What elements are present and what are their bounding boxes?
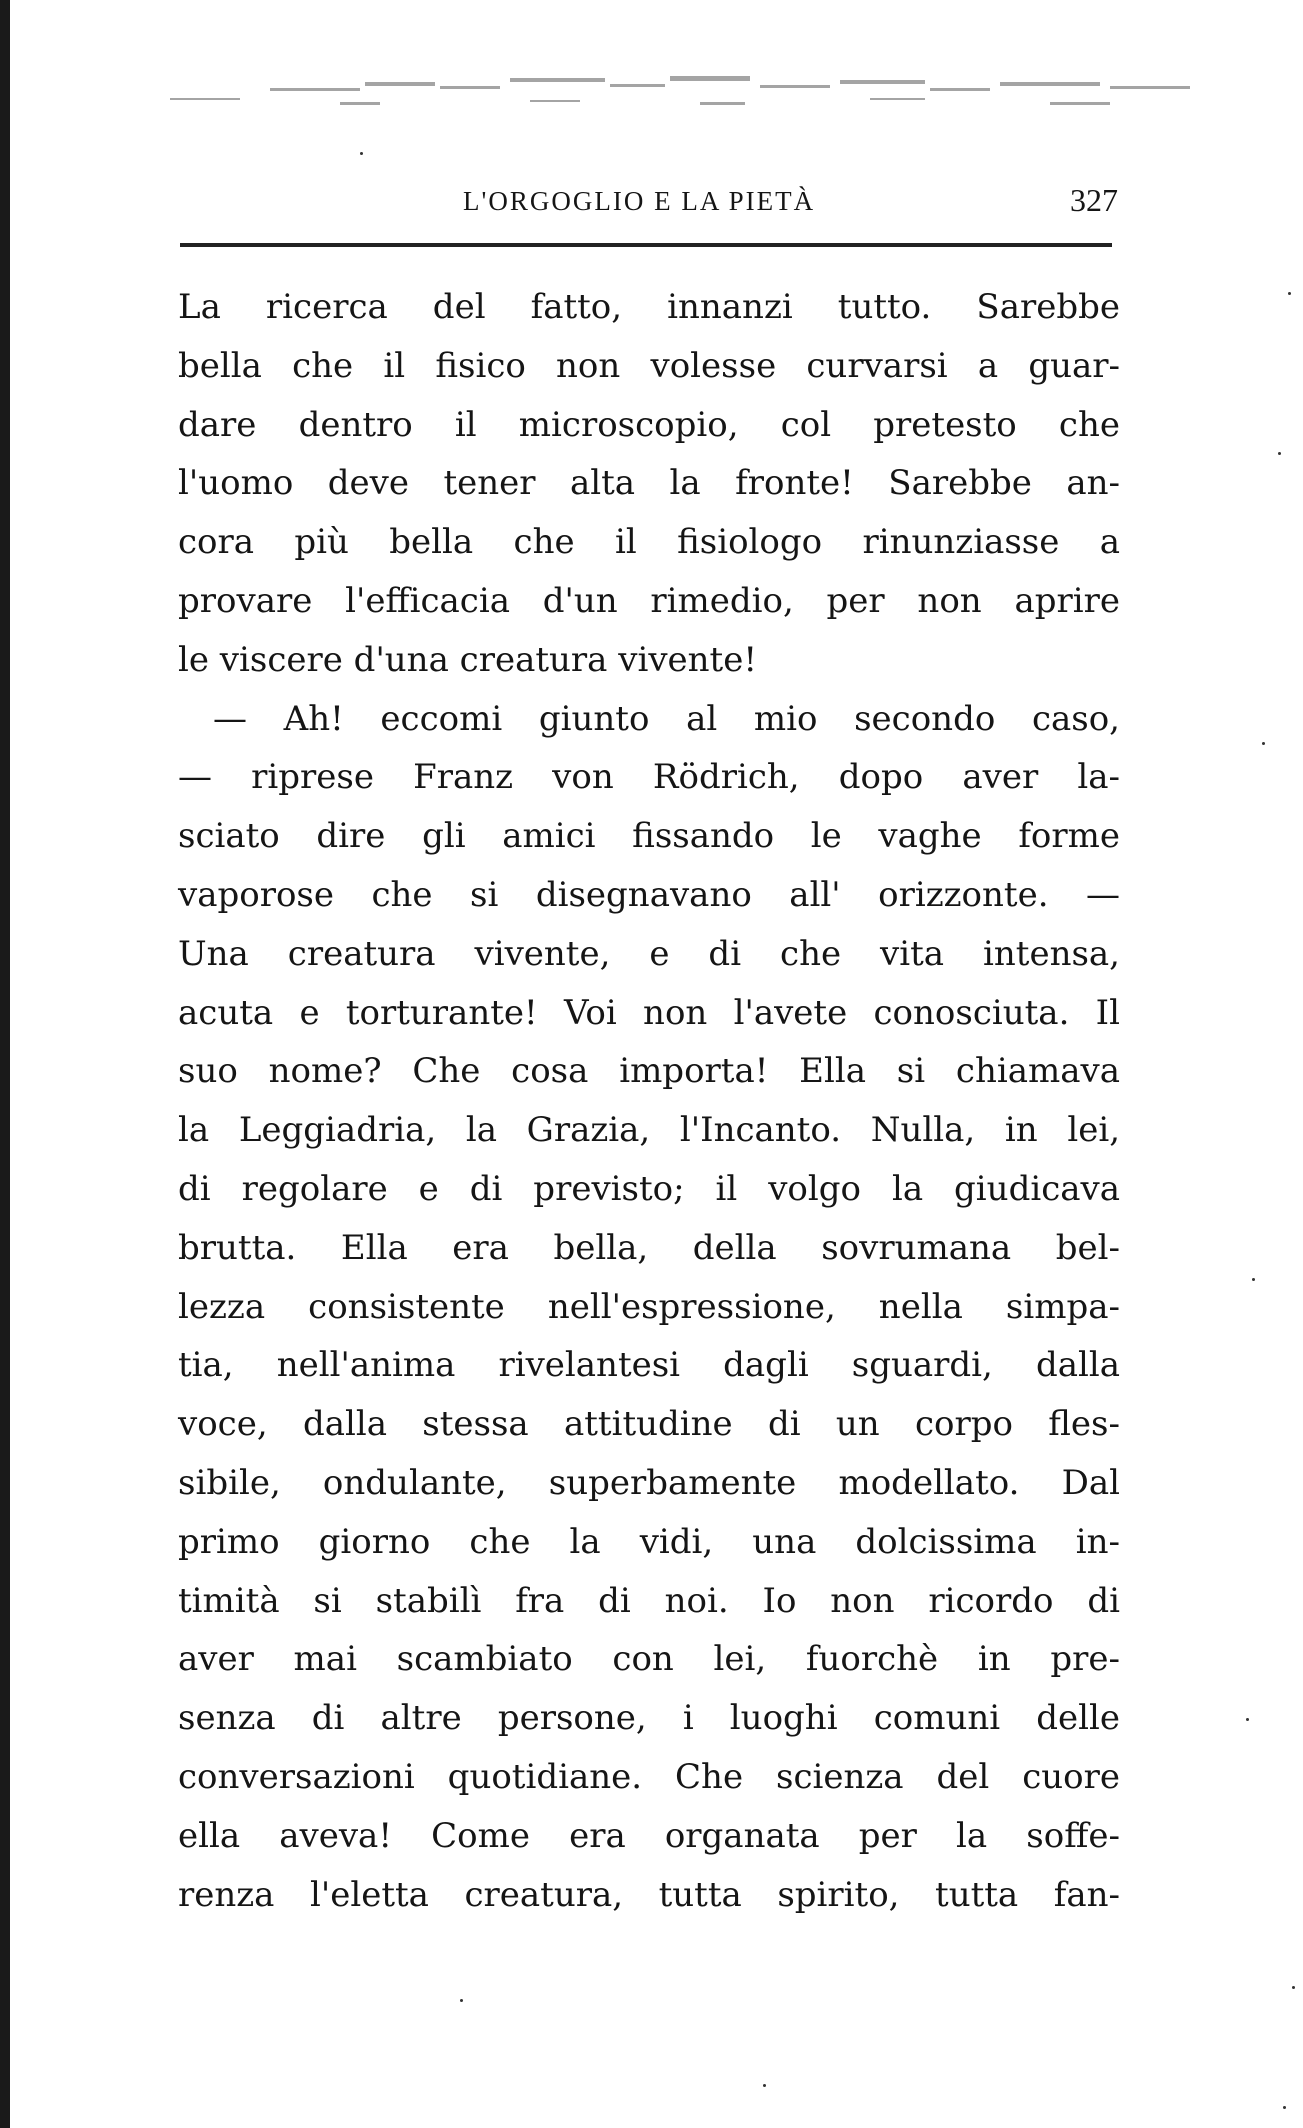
text-line: Una creatura vivente, e di che vita intensa, bbox=[178, 933, 1120, 974]
paper-speck bbox=[360, 152, 363, 155]
paper-speck bbox=[763, 2084, 766, 2087]
text-line: La ricerca del fatto, innanzi tutto. Sarebbe bbox=[178, 287, 1120, 327]
text-line: la Leggiadria, la Grazia, l'Incanto. Nulla, in lei, bbox=[178, 1110, 1120, 1151]
bleed-through-noise bbox=[110, 58, 1240, 138]
text-line: provare l'efficacia d'un rimedio, per non aprire bbox=[178, 580, 1120, 621]
page-header bbox=[178, 178, 1118, 228]
text-line: — Ah! eccomi giunto al mio secondo caso, bbox=[213, 698, 1120, 739]
text-line: le viscere d'una creatura vivente! bbox=[178, 639, 757, 680]
text-line: cora più bella che il fisiologo rinunziasse a bbox=[178, 522, 1120, 563]
paper-speck bbox=[1278, 452, 1281, 455]
body-text bbox=[178, 278, 1120, 1924]
text-line: — riprese Franz von Rödrich, dopo aver la- bbox=[178, 757, 1120, 798]
paper-speck bbox=[1252, 1278, 1255, 1281]
text-line: vaporose che si disegnavano all' orizzonte. — bbox=[178, 874, 1120, 915]
text-line: voce, dalla stessa attitudine di un corpo fles- bbox=[178, 1404, 1120, 1445]
text-line: lezza consistente nell'espressione, nella simpa- bbox=[178, 1286, 1120, 1327]
text-line: aver mai scambiato con lei, fuorchè in pre- bbox=[178, 1639, 1120, 1680]
paper-speck bbox=[1262, 742, 1265, 745]
text-line: primo giorno che la vidi, una dolcissima in- bbox=[178, 1521, 1120, 1562]
text-line: suo nome? Che cosa importa! Ella si chiamava bbox=[178, 1051, 1120, 1092]
page-number: 327 bbox=[1070, 182, 1118, 218]
text-line: tia, nell'anima rivelantesi dagli sguardi, dalla bbox=[178, 1345, 1120, 1386]
page-edge-shadow bbox=[0, 0, 10, 2128]
text-line: timità si stabilì fra di noi. Io non ricordo di bbox=[178, 1580, 1120, 1621]
paper-speck bbox=[1292, 1986, 1295, 1989]
text-line: sibile, ondulante, superbamente modellato. Dal bbox=[178, 1462, 1120, 1503]
paper-speck bbox=[1288, 292, 1291, 295]
text-line: acuta e torturante! Voi non l'avete conosciuta. Il bbox=[178, 992, 1120, 1033]
running-title: L'ORGOGLIO E LA PIETÀ bbox=[463, 186, 816, 216]
header-rule bbox=[180, 243, 1112, 247]
text-line: l'uomo deve tener alta la fronte! Sarebbe an- bbox=[178, 463, 1120, 504]
text-line: senza di altre persone, i luoghi comuni delle bbox=[178, 1698, 1120, 1739]
text-line: sciato dire gli amici fissando le vaghe forme bbox=[178, 816, 1120, 857]
text-line: bella che il fisico non volesse curvarsi a guar- bbox=[178, 345, 1120, 386]
paper-speck bbox=[1246, 1718, 1249, 1721]
text-line: brutta. Ella era bella, della sovrumana bel- bbox=[178, 1227, 1120, 1268]
text-line: conversazioni quotidiane. Che scienza del cuore bbox=[178, 1756, 1120, 1797]
text-line: ella aveva! Come era organata per la soffe- bbox=[178, 1815, 1120, 1856]
text-line: renza l'eletta creatura, tutta spirito, tutta fan- bbox=[178, 1874, 1120, 1915]
paper-speck bbox=[460, 1999, 463, 2002]
paper-speck bbox=[1283, 2106, 1286, 2109]
text-line: di regolare e di previsto; il volgo la giudicava bbox=[178, 1168, 1120, 1209]
text-line: dare dentro il microscopio, col pretesto che bbox=[178, 404, 1120, 445]
